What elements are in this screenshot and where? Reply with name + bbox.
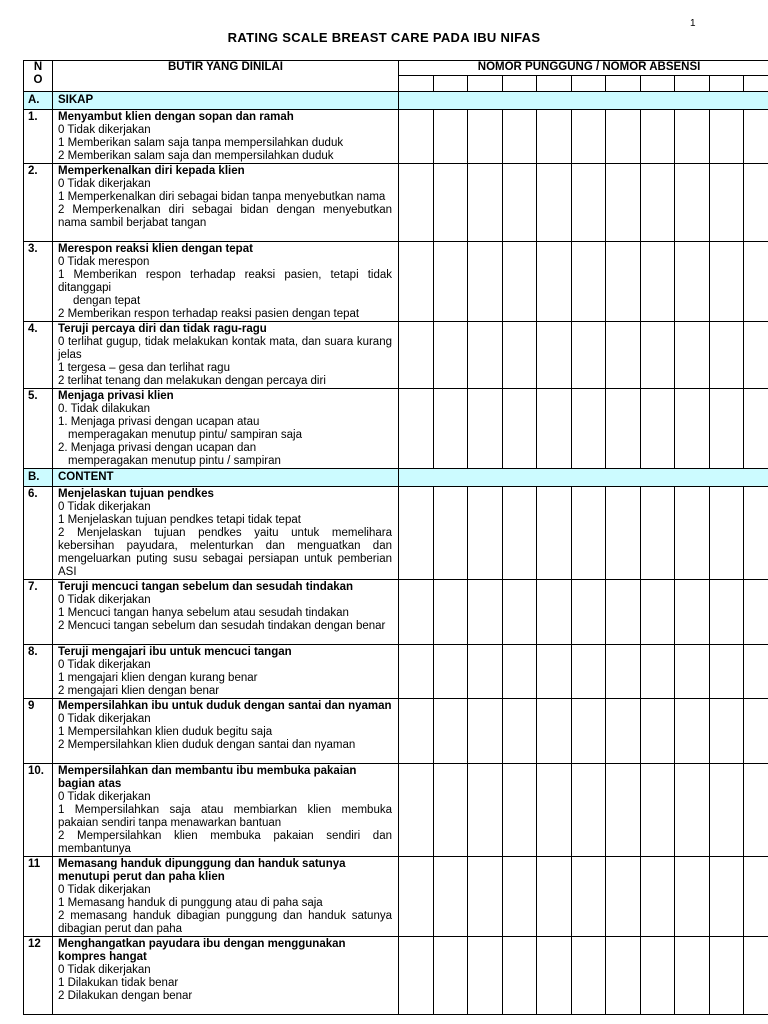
score-cell[interactable]: [710, 242, 744, 322]
item-title: Menghangatkan payudara ibu dengan menggunakan kompres hangat: [58, 938, 346, 963]
item-row: [24, 580, 768, 645]
score-cell[interactable]: [675, 389, 710, 469]
score-cell[interactable]: [572, 580, 606, 645]
item-criterion: 0 Tidak dikerjakan: [58, 713, 151, 725]
score-cell[interactable]: [572, 764, 606, 857]
item-row: [24, 764, 768, 857]
score-cell[interactable]: [641, 857, 675, 937]
item-title: Merespon reaksi klien dengan tepat: [58, 243, 253, 255]
item-criterion: 2 Dilakukan dengan benar: [58, 990, 193, 1002]
item-criterion: 2 Memperkenalkan diri sebagai bidan dengan menyebutkan nama sambil berjabat tangan: [58, 204, 392, 229]
header-no-line1: N: [33, 61, 43, 73]
item-criterion: 2 Mencuci tangan sebelum dan sesudah tindakan dengan benar: [58, 620, 386, 632]
document-title: RATING SCALE BREAST CARE PADA IBU NIFAS: [227, 30, 541, 45]
item-criterion: 0 terlihat gugup, tidak melakukan kontak mata, dan suara kurang jelas: [58, 336, 392, 361]
score-cell[interactable]: [537, 764, 572, 857]
item-row: [24, 110, 768, 164]
header-no: [24, 61, 53, 92]
score-cell[interactable]: [606, 322, 641, 389]
score-cell[interactable]: [641, 164, 675, 242]
item-row: [24, 164, 768, 242]
score-cell[interactable]: [606, 487, 641, 580]
page-number: 1: [690, 18, 696, 29]
score-cell[interactable]: [503, 110, 537, 164]
student-number-header-cell[interactable]: [468, 76, 503, 92]
score-cell[interactable]: [744, 110, 768, 164]
item-title: Memperkenalkan diri kepada klien: [58, 165, 245, 177]
item-title: Menjaga privasi klien: [58, 390, 174, 402]
item-criterion: 1 tergesa – gesa dan terlihat ragu: [58, 362, 230, 374]
score-cell[interactable]: [399, 389, 434, 469]
item-description: [53, 487, 399, 580]
item-number: 7.: [24, 580, 53, 645]
score-cell[interactable]: [675, 242, 710, 322]
section-name: SIKAP: [53, 92, 399, 110]
score-cell[interactable]: [744, 242, 768, 322]
score-cell[interactable]: [572, 857, 606, 937]
item-criterion: 0 Tidak dikerjakan: [58, 884, 151, 896]
score-cell[interactable]: [675, 580, 710, 645]
score-cell[interactable]: [675, 487, 710, 580]
score-cell[interactable]: [606, 110, 641, 164]
item-criterion: 1 Mempersilahkan saja atau membiarkan klien membuka pakaian sendiri tanpa menawarkan bantuan: [58, 804, 392, 829]
score-cell[interactable]: [572, 164, 606, 242]
item-criterion: 2 terlihat tenang dan melakukan dengan percaya diri: [58, 375, 326, 387]
student-number-header-cell[interactable]: [641, 76, 675, 92]
item-description: [53, 164, 399, 242]
item-criterion: 1 Menjelaskan tujuan pendkes tetapi tidak tepat: [58, 514, 301, 526]
section-band: [399, 92, 768, 110]
item-description: [53, 242, 399, 322]
score-cell[interactable]: [503, 699, 537, 764]
item-criterion: 1. Menjaga privasi dengan ucapan atau: [58, 416, 260, 428]
score-cell[interactable]: [744, 937, 768, 1015]
student-number-header-cell[interactable]: [434, 76, 468, 92]
score-cell[interactable]: [675, 857, 710, 937]
item-title: Menjelaskan tujuan pendkes: [58, 488, 214, 500]
score-cell[interactable]: [675, 110, 710, 164]
score-cell[interactable]: [434, 164, 468, 242]
item-number: 6.: [24, 487, 53, 580]
score-cell[interactable]: [468, 389, 503, 469]
score-cell[interactable]: [572, 322, 606, 389]
score-cell[interactable]: [537, 487, 572, 580]
score-cell[interactable]: [675, 764, 710, 857]
item-title: Mempersilahkan dan membantu ibu membuka pakaian bagian atas: [58, 765, 357, 790]
score-cell[interactable]: [537, 389, 572, 469]
score-cell[interactable]: [434, 242, 468, 322]
student-number-header-cell[interactable]: [537, 76, 572, 92]
item-criterion: 0 Tidak dikerjakan: [58, 594, 151, 606]
score-cell[interactable]: [572, 487, 606, 580]
score-cell[interactable]: [434, 487, 468, 580]
score-cell[interactable]: [399, 645, 434, 699]
score-cell[interactable]: [744, 322, 768, 389]
score-cell[interactable]: [641, 580, 675, 645]
score-cell[interactable]: [468, 242, 503, 322]
score-cell[interactable]: [710, 857, 744, 937]
score-cell[interactable]: [710, 580, 744, 645]
item-title: Memasang handuk dipunggung dan handuk satunya menutupi perut dan paha klien: [58, 858, 346, 883]
item-description: [53, 699, 399, 764]
score-cell[interactable]: [537, 110, 572, 164]
score-cell[interactable]: [537, 937, 572, 1015]
score-cell[interactable]: [468, 699, 503, 764]
item-criterion: 0 Tidak dikerjakan: [58, 178, 151, 190]
section-band: [399, 469, 768, 487]
item-row: [24, 937, 768, 1015]
score-cell[interactable]: [503, 580, 537, 645]
score-cell[interactable]: [434, 580, 468, 645]
student-number-header-cell[interactable]: [572, 76, 606, 92]
item-criterion: 1 Mencuci tangan hanya sebelum atau sesudah tindakan: [58, 607, 349, 619]
section-code: A.: [24, 92, 53, 110]
item-number: 12: [24, 937, 53, 1015]
score-cell[interactable]: [434, 389, 468, 469]
score-cell[interactable]: [399, 857, 434, 937]
item-criterion: 2 Mempersilahkan klien membuka pakaian sendiri dan membantunya: [58, 830, 392, 855]
item-criterion: 2 memasang handuk dibagian punggung dan handuk satunya dibagian perut dan paha: [58, 910, 392, 935]
item-criterion: 0 Tidak dikerjakan: [58, 659, 151, 671]
score-cell[interactable]: [399, 242, 434, 322]
score-cell[interactable]: [503, 389, 537, 469]
item-criterion: 1 Mempersilahkan klien duduk begitu saja: [58, 726, 273, 738]
score-cell[interactable]: [641, 699, 675, 764]
item-criterion: 1 Memberikan salam saja tanpa mempersilahkan duduk: [58, 137, 344, 149]
item-number: 2.: [24, 164, 53, 242]
score-cell[interactable]: [710, 764, 744, 857]
item-criterion: 0. Tidak dilakukan: [58, 403, 151, 415]
item-criterion: 1 mengajari klien dengan kurang benar: [58, 672, 258, 684]
score-cell[interactable]: [503, 164, 537, 242]
score-cell[interactable]: [744, 164, 768, 242]
score-cell[interactable]: [503, 764, 537, 857]
item-number: 10.: [24, 764, 53, 857]
item-criterion: 2. Menjaga privasi dengan ucapan dan: [58, 442, 257, 454]
score-cell[interactable]: [537, 164, 572, 242]
item-title: Teruji mengajari ibu untuk mencuci tangan: [58, 646, 292, 658]
item-description: [53, 389, 399, 469]
item-number: 1.: [24, 110, 53, 164]
score-cell[interactable]: [468, 487, 503, 580]
score-cell[interactable]: [675, 699, 710, 764]
score-cell[interactable]: [468, 580, 503, 645]
score-cell[interactable]: [537, 242, 572, 322]
score-cell[interactable]: [503, 487, 537, 580]
section-row: [24, 469, 768, 487]
item-number: 3.: [24, 242, 53, 322]
item-description: [53, 857, 399, 937]
score-cell[interactable]: [468, 937, 503, 1015]
score-cell[interactable]: [606, 580, 641, 645]
score-cell[interactable]: [572, 645, 606, 699]
item-row: [24, 242, 768, 322]
item-criterion: 1 Memberikan respon terhadap reaksi pasien, tetapi tidak ditanggapi: [58, 269, 392, 294]
header-no-line2: O: [33, 74, 43, 86]
item-description: [53, 322, 399, 389]
item-criterion: 2 Memberikan respon terhadap reaksi pasien dengan tepat: [58, 308, 360, 320]
score-cell[interactable]: [710, 699, 744, 764]
score-cell[interactable]: [399, 764, 434, 857]
score-cell[interactable]: [641, 764, 675, 857]
student-number-header-cell[interactable]: [744, 76, 768, 92]
item-criterion: 0 Tidak dikerjakan: [58, 791, 151, 803]
score-cell[interactable]: [710, 110, 744, 164]
score-cell[interactable]: [606, 389, 641, 469]
score-cell[interactable]: [537, 699, 572, 764]
item-criterion: 1 Memasang handuk di punggung atau di paha saja: [58, 897, 323, 909]
score-cell[interactable]: [744, 857, 768, 937]
score-cell[interactable]: [434, 699, 468, 764]
item-criterion: memperagakan menutup pintu / sampiran: [68, 455, 281, 467]
score-cell[interactable]: [434, 110, 468, 164]
score-cell[interactable]: [641, 242, 675, 322]
score-cell[interactable]: [675, 645, 710, 699]
score-cell[interactable]: [468, 164, 503, 242]
student-number-header-cell[interactable]: [503, 76, 537, 92]
score-cell[interactable]: [710, 487, 744, 580]
score-cell[interactable]: [537, 645, 572, 699]
score-cell[interactable]: [606, 857, 641, 937]
score-cell[interactable]: [641, 322, 675, 389]
student-number-header-cell[interactable]: [399, 76, 434, 92]
score-cell[interactable]: [503, 322, 537, 389]
score-cell[interactable]: [468, 322, 503, 389]
item-description: [53, 580, 399, 645]
item-description: [53, 645, 399, 699]
score-cell[interactable]: [503, 937, 537, 1015]
score-cell[interactable]: [468, 110, 503, 164]
score-cell[interactable]: [606, 764, 641, 857]
score-cell[interactable]: [675, 937, 710, 1015]
score-cell[interactable]: [641, 645, 675, 699]
score-cell[interactable]: [744, 487, 768, 580]
item-criterion: 2 Menjelaskan tujuan pendkes yaitu untuk memelihara kebersihan payudara, melenturkan dan menguatkan dan mengeluarkan puting susu sebagai persiapan untuk pemberian ASI: [58, 527, 392, 578]
item-title: Menyambut klien dengan sopan dan ramah: [58, 111, 294, 123]
item-criterion: 0 Tidak dikerjakan: [58, 501, 151, 513]
item-criterion: 0 Tidak dikerjakan: [58, 964, 151, 976]
score-cell[interactable]: [503, 645, 537, 699]
score-cell[interactable]: [744, 645, 768, 699]
item-description: [53, 764, 399, 857]
score-cell[interactable]: [399, 487, 434, 580]
score-cell[interactable]: [675, 322, 710, 389]
score-cell[interactable]: [641, 110, 675, 164]
score-cell[interactable]: [572, 389, 606, 469]
student-number-header-cell[interactable]: [710, 76, 744, 92]
score-cell[interactable]: [710, 164, 744, 242]
score-cell[interactable]: [744, 580, 768, 645]
score-cell[interactable]: [399, 580, 434, 645]
item-title: Teruji mencuci tangan sebelum dan sesudah tindakan: [58, 581, 354, 593]
score-cell[interactable]: [675, 164, 710, 242]
score-cell[interactable]: [503, 242, 537, 322]
item-title: Teruji percaya diri dan tidak ragu-ragu: [58, 323, 267, 335]
item-row: [24, 389, 768, 469]
item-number: 9: [24, 699, 53, 764]
score-cell[interactable]: [434, 857, 468, 937]
score-cell[interactable]: [537, 322, 572, 389]
item-criterion: 0 Tidak merespon: [58, 256, 150, 268]
item-criterion: dengan tepat: [73, 295, 141, 307]
score-cell[interactable]: [468, 857, 503, 937]
header-group: NOMOR PUNGGUNG / NOMOR ABSENSI: [399, 61, 768, 76]
section-name: CONTENT: [53, 469, 399, 487]
score-cell[interactable]: [606, 645, 641, 699]
score-cell[interactable]: [399, 937, 434, 1015]
score-cell[interactable]: [710, 937, 744, 1015]
item-row: [24, 322, 768, 389]
score-cell[interactable]: [399, 322, 434, 389]
score-cell[interactable]: [399, 110, 434, 164]
score-cell[interactable]: [606, 164, 641, 242]
item-criterion: 2 Memberikan salam saja dan mempersilahkan duduk: [58, 150, 334, 162]
score-cell[interactable]: [399, 164, 434, 242]
item-number: 11: [24, 857, 53, 937]
score-cell[interactable]: [606, 937, 641, 1015]
item-criterion: memperagakan menutup pintu/ sampiran saja: [68, 429, 302, 441]
score-cell[interactable]: [744, 699, 768, 764]
score-cell[interactable]: [434, 645, 468, 699]
score-cell[interactable]: [537, 857, 572, 937]
score-cell[interactable]: [606, 699, 641, 764]
item-description: [53, 110, 399, 164]
item-criterion: 1 Dilakukan tidak benar: [58, 977, 179, 989]
item-title: Mempersilahkan ibu untuk duduk dengan santai dan nyaman: [58, 700, 392, 712]
item-row: [24, 645, 768, 699]
score-cell[interactable]: [572, 110, 606, 164]
section-row: [24, 92, 768, 110]
item-criterion: 2 Mempersilahkan klien duduk dengan santai dan nyaman: [58, 739, 356, 751]
score-cell[interactable]: [434, 322, 468, 389]
item-number: 4.: [24, 322, 53, 389]
score-cell[interactable]: [572, 242, 606, 322]
header-item: BUTIR YANG DINILAI: [53, 61, 399, 92]
item-row: [24, 699, 768, 764]
score-cell[interactable]: [503, 857, 537, 937]
item-number: 8.: [24, 645, 53, 699]
score-cell[interactable]: [468, 645, 503, 699]
score-cell[interactable]: [572, 699, 606, 764]
item-row: [24, 857, 768, 937]
score-cell[interactable]: [434, 764, 468, 857]
item-criterion: 0 Tidak dikerjakan: [58, 124, 151, 136]
student-number-header-cell[interactable]: [606, 76, 641, 92]
score-cell[interactable]: [710, 322, 744, 389]
item-criterion: 2 mengajari klien dengan benar: [58, 685, 220, 697]
score-cell[interactable]: [537, 580, 572, 645]
item-number: 5.: [24, 389, 53, 469]
score-cell[interactable]: [744, 389, 768, 469]
rating-scale-table: [23, 60, 768, 1015]
header-row: [24, 61, 768, 76]
score-cell[interactable]: [641, 487, 675, 580]
score-cell[interactable]: [572, 937, 606, 1015]
item-row: [24, 487, 768, 580]
score-cell[interactable]: [434, 937, 468, 1015]
student-number-header-cell[interactable]: [675, 76, 710, 92]
score-cell[interactable]: [744, 764, 768, 857]
score-cell[interactable]: [710, 645, 744, 699]
score-cell[interactable]: [468, 764, 503, 857]
item-description: [53, 937, 399, 1015]
item-criterion: 1 Memperkenalkan diri sebagai bidan tanpa menyebutkan nama: [58, 191, 386, 203]
score-cell[interactable]: [606, 242, 641, 322]
section-code: B.: [24, 469, 53, 487]
score-cell[interactable]: [710, 389, 744, 469]
score-cell[interactable]: [641, 937, 675, 1015]
score-cell[interactable]: [399, 699, 434, 764]
score-cell[interactable]: [641, 389, 675, 469]
